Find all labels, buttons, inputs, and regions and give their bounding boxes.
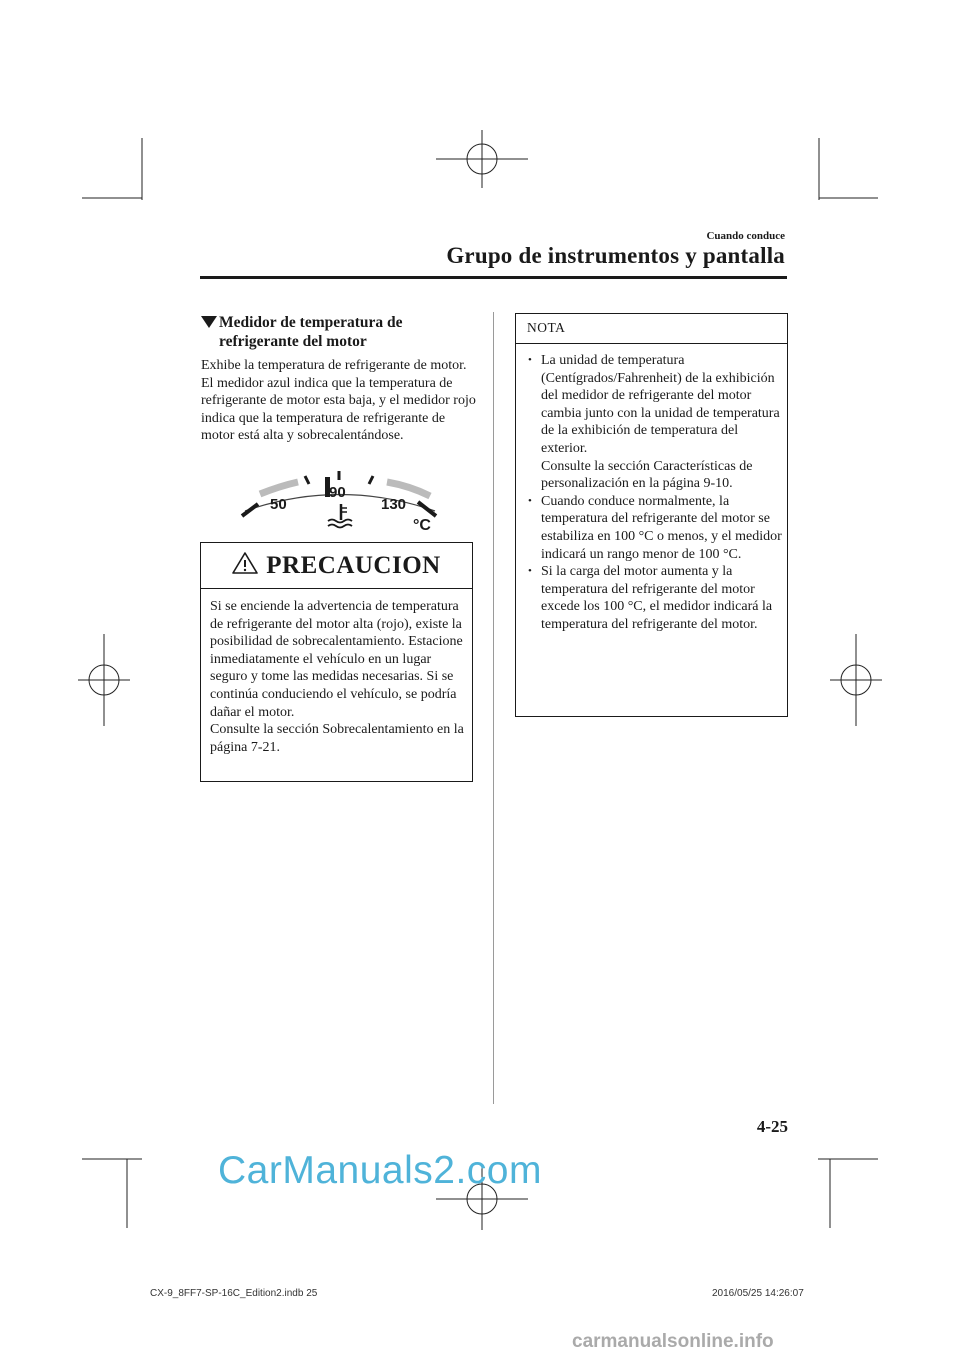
- footer-file-info: CX-9_8FF7-SP-16C_Edition2.indb 25: [150, 1288, 318, 1299]
- section-paragraph: Exhibe la temperatura de refrigerante de motor. El medidor azul indica que la temperatura de refrigerante de motor esta baja, y el medidor rojo indica que la temperatura de refrigerante de motor está alta y sobrecalentándose.: [201, 358, 476, 444]
- gauge-band-high: [387, 482, 430, 496]
- gauge-tick-110: [369, 476, 373, 484]
- registration-mark-right: [830, 634, 882, 726]
- warning-triangle-icon: [232, 552, 258, 579]
- bullet-icon: •: [528, 494, 532, 507]
- gauge-tick-70: [305, 476, 309, 484]
- caution-header: [201, 543, 472, 589]
- note-item-text: Cuando conduce normalmente, la temperatura del refrigerante del motor se estabiliza en 100 °C o menos, y el medidor indicará un rango menor de 100 °C.: [541, 493, 782, 562]
- chapter-title: Grupo de instrumentos y pantalla: [446, 243, 785, 268]
- watermark-carmanuals2: CarManuals2.com: [218, 1149, 542, 1192]
- page-number: 4-25: [756, 1117, 788, 1136]
- note-item-text: La unidad de temperatura (Centígrados/Fahrenheit) de la exhibición del medidor de refrigerante del motor cambia junto con la unidad de temperatura de la exhibición de temperatura del exterior.: [541, 353, 780, 456]
- chapter-subtitle: Cuando conduce: [706, 230, 785, 242]
- note-item: [528, 352, 783, 493]
- note-box: [515, 313, 788, 717]
- note-item-reference: Consulte la sección Características de personalización en la página 9-10.: [541, 458, 753, 492]
- note-item: [528, 563, 783, 633]
- caution-text: Si se enciende la advertencia de temperatura de refrigerante del motor alta (rojo), existe la posibilidad de sobrecalentamiento. Estacione inmediatamente el vehículo en un lugar seguro y tome las medidas necesarias. Si se continúa conduciendo el vehículo, se podría dañar el motor.: [210, 599, 463, 720]
- header-rule: [200, 276, 787, 279]
- crop-mark-bottom-right: [818, 1158, 880, 1230]
- gauge-tick-min: [242, 504, 258, 516]
- caution-reference: Consulte la sección Sobrecalentamiento en la página 7-21.: [210, 722, 464, 755]
- caution-box: [200, 542, 473, 782]
- gauge-label-high: 130: [381, 496, 407, 513]
- bullet-icon: •: [528, 354, 532, 366]
- section-heading: Medidor de temperatura de refrigerante del motor: [201, 313, 471, 351]
- crop-mark-bottom-left: [82, 1158, 162, 1230]
- gauge-band-low: [260, 482, 298, 494]
- note-item-text: Si la carga del motor aumenta y la temperatura del refrigerante del motor excede los 100 °C, el medidor indicará la temperatura del refrigerante del motor.: [541, 564, 773, 632]
- gauge-tick-max: [418, 502, 436, 516]
- gauge-label-low: 50: [270, 496, 287, 513]
- bullet-icon: •: [528, 565, 532, 578]
- coolant-gauge-illustration: [230, 466, 450, 536]
- watermark-carmanualsonline: carmanualsonline.info: [572, 1331, 774, 1352]
- registration-mark-top: [436, 130, 528, 190]
- triangle-bullet-icon: [201, 316, 217, 328]
- note-item: [528, 493, 783, 563]
- column-divider: [493, 312, 494, 1104]
- crop-mark-top-left: [82, 138, 162, 200]
- caution-title: PRECAUCION: [266, 551, 441, 579]
- crop-mark-top-right: [818, 138, 880, 200]
- gauge-unit: °C: [413, 517, 431, 534]
- footer-timestamp: 2016/05/25 14:26:07: [712, 1288, 804, 1299]
- registration-mark-left: [78, 634, 130, 726]
- caution-body: [210, 598, 468, 756]
- note-title: NOTA: [527, 320, 566, 335]
- note-list: [528, 352, 783, 634]
- gauge-label-mid: 90: [329, 484, 346, 501]
- coolant-temperature-icon: [328, 504, 352, 528]
- note-header: [516, 314, 787, 344]
